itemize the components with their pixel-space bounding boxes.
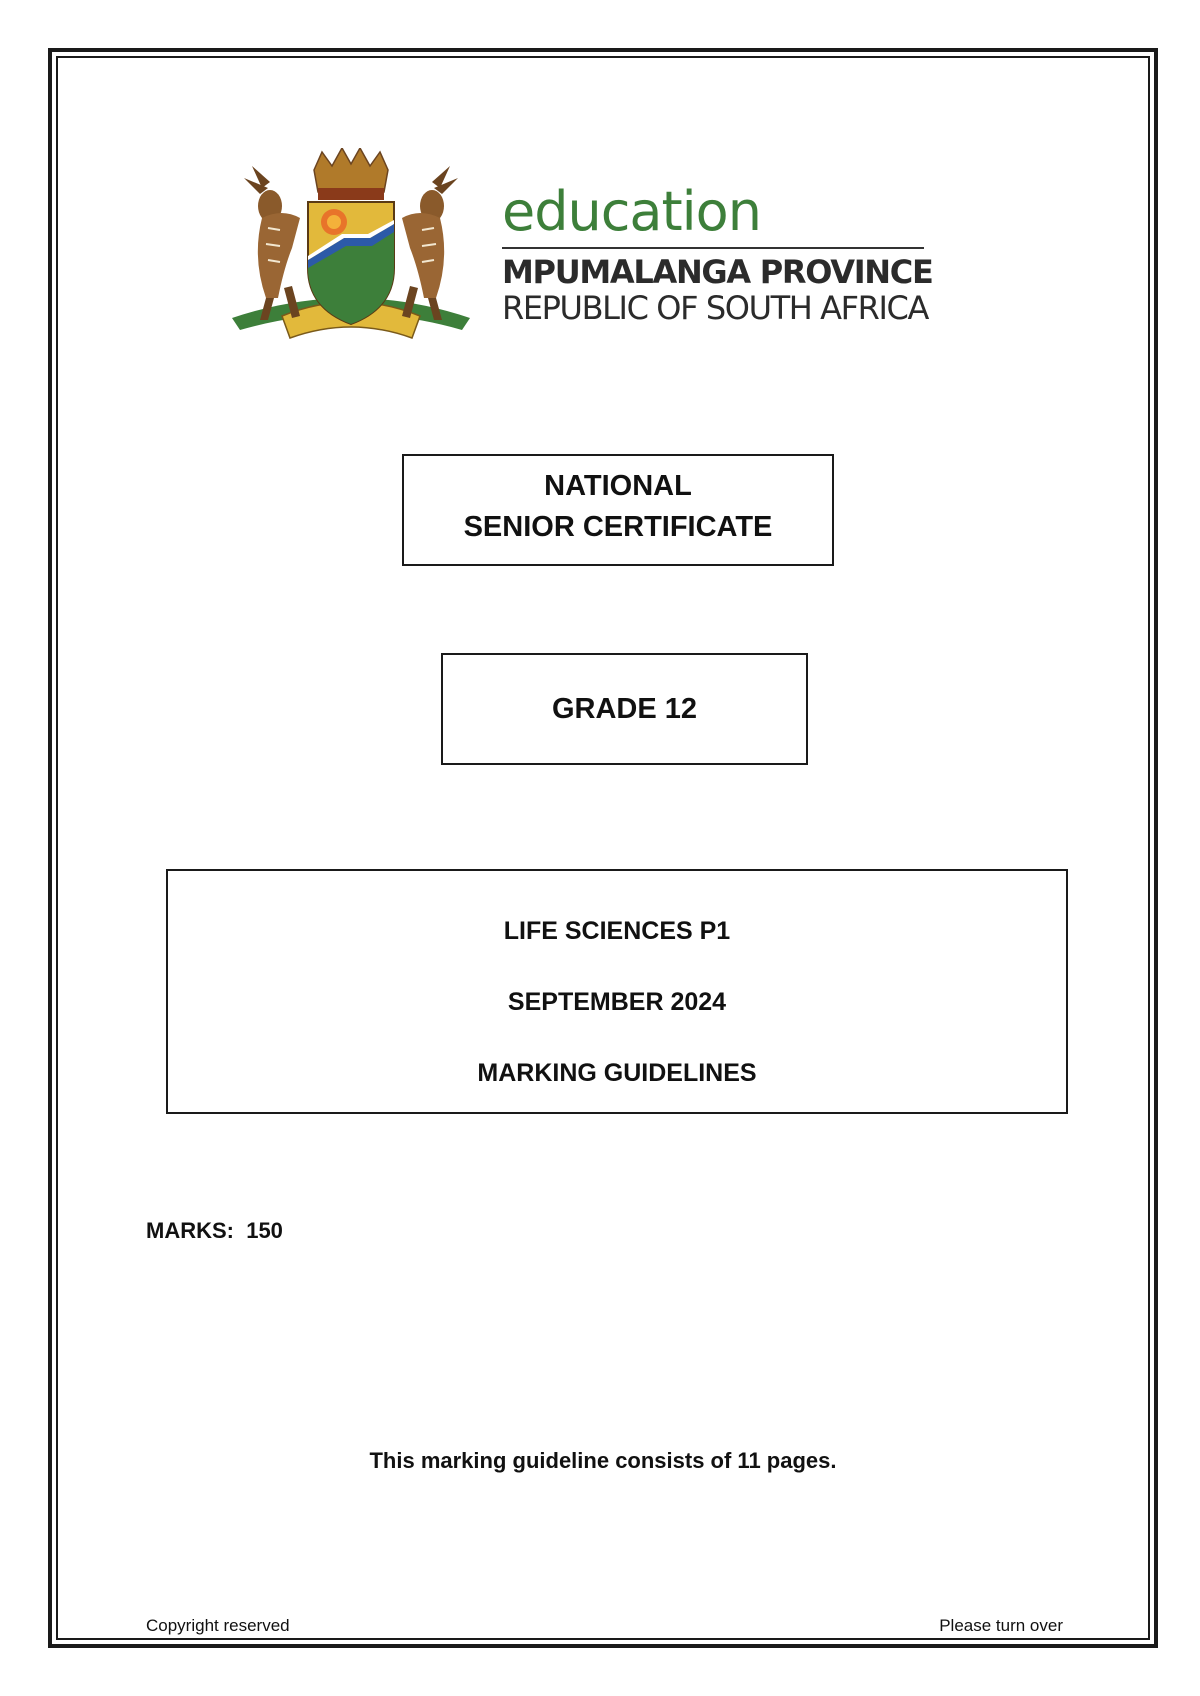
country-name: REPUBLIC OF SOUTH AFRICA	[502, 288, 928, 327]
grade-label: GRADE 12	[551, 693, 698, 725]
page-count-note: This marking guideline consists of 11 pages.	[369, 1448, 837, 1473]
province-name: MPUMALANGA PROVINCE	[502, 253, 933, 291]
subject-box	[166, 869, 1068, 1114]
turn-over-footer: Please turn over	[939, 1616, 1063, 1635]
wordmark-rule	[502, 247, 924, 249]
coat-of-arms-icon	[222, 148, 480, 358]
wordmark	[502, 180, 933, 327]
certificate-line-2: SENIOR CERTIFICATE	[463, 511, 773, 543]
certificate-line-1: NATIONAL	[544, 470, 692, 502]
exam-date: SEPTEMBER 2024	[507, 988, 727, 1016]
copyright-footer: Copyright reserved	[146, 1616, 290, 1635]
grade-box	[441, 653, 808, 765]
total-marks: MARKS: 150	[146, 1218, 283, 1243]
logo-word: education	[502, 180, 761, 243]
document-type: MARKING GUIDELINES	[477, 1059, 757, 1087]
subject-name: LIFE SCIENCES P1	[503, 917, 731, 945]
certificate-box	[402, 454, 834, 566]
